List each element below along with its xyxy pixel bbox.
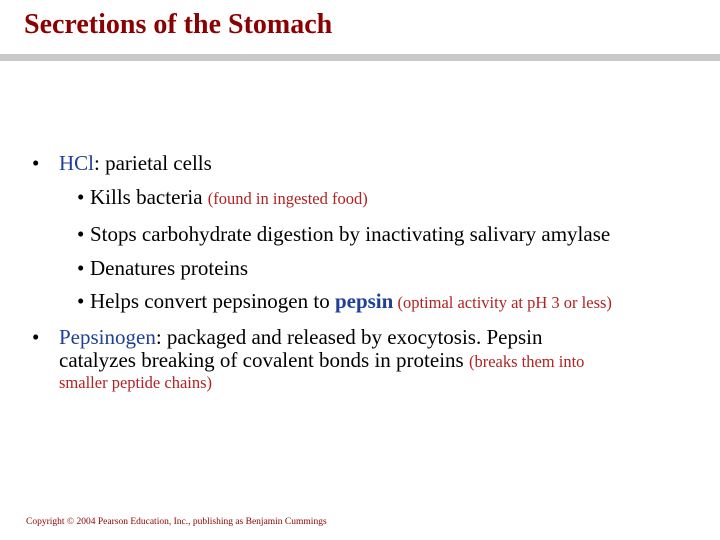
sub-text: Denatures proteins (90, 256, 249, 280)
bullet-marker: • (77, 222, 85, 246)
slide-title: Secretions of the Stomach (24, 9, 333, 40)
term-hcl: HCl (59, 151, 95, 175)
pepsinogen-note2: (breaks them into (468, 352, 585, 371)
term-pepsin: pepsin (334, 289, 394, 313)
sub-text: Kills bacteria (90, 185, 208, 209)
sub-text: Helps convert pepsinogen to (90, 289, 335, 313)
sub-note: (found in ingested food) (207, 189, 368, 208)
copyright-footer: Copyright © 2004 Pearson Education, Inc., publishing as Benjamin Cummings (26, 517, 327, 527)
hcl-desc: : parietal cells (94, 151, 212, 175)
pepsinogen-line2: catalyzes breaking of covalent bonds in proteins (59, 348, 469, 372)
sub-note: (optimal activity at pH 3 or less) (393, 293, 612, 312)
pepsinogen-line1: : packaged and released by exocytosis. Pepsin (155, 325, 543, 349)
bullet-marker: • (32, 325, 40, 349)
bullet-marker: • (77, 185, 85, 209)
bullet-hcl-text (59, 151, 212, 175)
bullet-marker: • (77, 256, 85, 280)
sub-text: Stops carbohydrate digestion by inactivating salivary amylase (90, 222, 611, 246)
title-divider (0, 54, 720, 61)
pepsinogen-note3: smaller peptide chains) (59, 373, 213, 392)
bullet-marker: • (77, 289, 85, 313)
bullet-marker: • (32, 151, 40, 175)
term-pepsinogen: Pepsinogen (59, 325, 156, 349)
